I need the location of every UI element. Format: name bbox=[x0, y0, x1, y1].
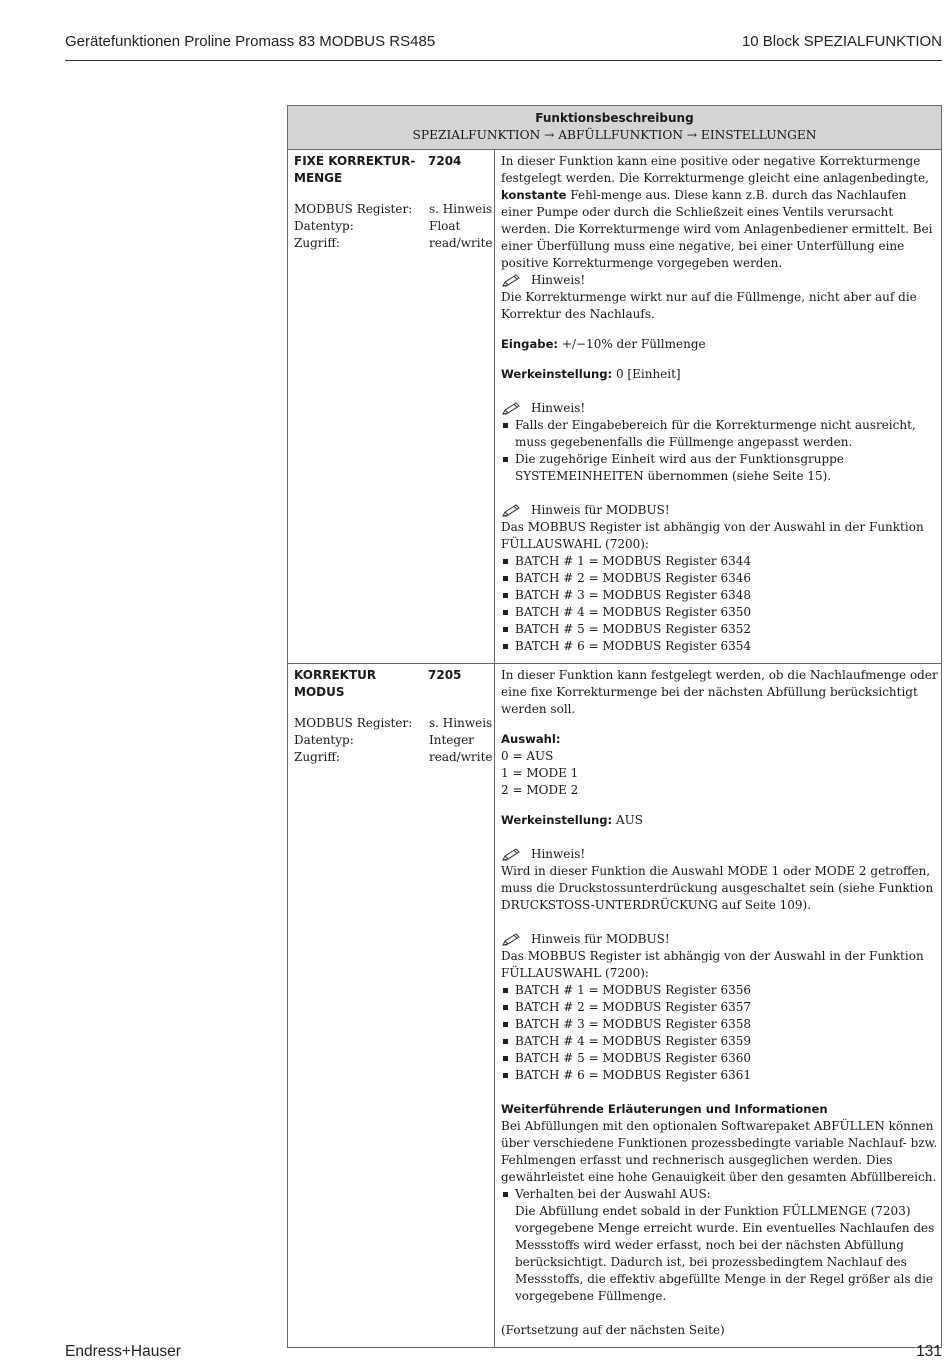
list-item: BATCH # 4 = MODBUS Register 6350 bbox=[501, 604, 939, 621]
function-meta-7205 bbox=[288, 664, 494, 1347]
running-header-title: Gerätefunktionen Proline Promass 83 MODBUS RS485 bbox=[65, 33, 436, 50]
access-label: Zugriff: bbox=[294, 750, 340, 764]
table-path: SPEZIALFUNKTION → ABFÜLLFUNKTION → EINSTELLUNGEN bbox=[412, 128, 817, 142]
note-label: Hinweis! bbox=[531, 847, 586, 861]
modbus-register-list bbox=[501, 982, 939, 1084]
note-text: Die Korrekturmenge wirkt nur auf die Füllmenge, nicht aber auf die Korrektur des Nachlaufs. bbox=[501, 290, 917, 321]
list-item: BATCH # 3 = MODBUS Register 6348 bbox=[501, 587, 939, 604]
page-number: 131 bbox=[916, 1343, 942, 1360]
note-heading bbox=[501, 846, 939, 863]
list-item-title: Verhalten bei der Auswahl AUS: bbox=[515, 1187, 711, 1201]
header-rule bbox=[65, 60, 942, 61]
description-text: In dieser Funktion kann eine positive oder negative Korrekturmenge festgelegt werden. Die Korrekturmenge gleicht eine anlagenbedingte, bbox=[501, 154, 929, 185]
note-heading bbox=[501, 272, 939, 289]
pencil-note-icon bbox=[501, 402, 523, 416]
list-item: Falls der Eingabebereich für die Korrekturmenge nicht ausreicht, muss gegebenenfalls die Füllmenge angepasst werden. bbox=[501, 417, 939, 451]
list-item: BATCH # 4 = MODBUS Register 6359 bbox=[501, 1033, 939, 1050]
list-item: BATCH # 2 = MODBUS Register 6346 bbox=[501, 570, 939, 587]
factory-setting-label: Werkeinstellung: bbox=[501, 813, 613, 827]
modbus-note-label: Hinweis für MODBUS! bbox=[531, 503, 670, 517]
list-item bbox=[501, 1186, 939, 1305]
list-item: BATCH # 1 = MODBUS Register 6344 bbox=[501, 553, 939, 570]
further-info-list bbox=[501, 1186, 939, 1305]
note-heading bbox=[501, 400, 939, 417]
description-paragraph: In dieser Funktion kann festgelegt werden, ob die Nachlaufmenge oder eine fixe Korrekturmenge bei der nächsten Abfüllung berücksichtigt werden soll. bbox=[501, 668, 938, 716]
list-item: BATCH # 5 = MODBUS Register 6352 bbox=[501, 621, 939, 638]
option-item: 1 = MODE 1 bbox=[501, 766, 579, 780]
pencil-note-icon bbox=[501, 504, 523, 518]
modbus-register-label: MODBUS Register: bbox=[294, 202, 413, 216]
table-title: Funktionsbeschreibung bbox=[535, 111, 694, 125]
list-item: BATCH # 3 = MODBUS Register 6358 bbox=[501, 1016, 939, 1033]
continuation-note: (Fortsetzung auf der nächsten Seite) bbox=[501, 1323, 725, 1337]
modbus-note-heading bbox=[501, 931, 939, 948]
modbus-register-list bbox=[501, 553, 939, 655]
access-value: read/write bbox=[429, 236, 493, 250]
list-item: BATCH # 1 = MODBUS Register 6356 bbox=[501, 982, 939, 999]
function-description-7205 bbox=[494, 664, 941, 1347]
modbus-note-text: Das MOBBUS Register ist abhängig von der Auswahl in der Funktion FÜLLAUSWAHL (7200): bbox=[501, 520, 924, 551]
pencil-note-icon bbox=[501, 274, 523, 288]
datatype-label: Datentyp: bbox=[294, 733, 354, 747]
description-text-cont: Fehl-menge aus. Diese kann z.B. durch das Nachlaufen einer Pumpe oder durch die Schließzeit eines Ventils verursacht werden. Die Korrekturmenge wird vom Anlagenbediener ermittelt. Bei einer Überfüllung muss eine negative, bei einer Unterfüllung eine positive Korrekturmenge vorgegeben werden. bbox=[501, 188, 933, 270]
function-description-7204 bbox=[494, 150, 941, 663]
modbus-note-label: Hinweis für MODBUS! bbox=[531, 932, 670, 946]
function-table bbox=[287, 105, 942, 1348]
option-item: 2 = MODE 2 bbox=[501, 783, 579, 797]
datatype-label: Datentyp: bbox=[294, 219, 354, 233]
factory-setting bbox=[501, 812, 939, 829]
note-text: Wird in dieser Funktion die Auswahl MODE 1 oder MODE 2 getroffen, muss die Druckstossunterdrückung ausgeschaltet sein (siehe Funktion DRUCKSTOSS-UNTERDRÜCKUNG auf Seite 109). bbox=[501, 864, 934, 912]
function-number: 7204 bbox=[428, 154, 462, 168]
modbus-note-text: Das MOBBUS Register ist abhängig von der Auswahl in der Funktion FÜLLAUSWAHL (7200): bbox=[501, 949, 924, 980]
access-label: Zugriff: bbox=[294, 236, 340, 250]
factory-setting-value: AUS bbox=[615, 813, 643, 827]
pencil-note-icon bbox=[501, 848, 523, 862]
function-meta-7204 bbox=[288, 150, 494, 663]
access-value: read/write bbox=[429, 750, 493, 764]
note-label: Hinweis! bbox=[531, 273, 586, 287]
modbus-register-value: s. Hinweis bbox=[429, 716, 493, 730]
list-item-text: Die Abfüllung endet sobald in der Funktion FÜLLMENGE (7203) vorgegebene Menge erreicht wurde. Ein eventuelles Nachlaufen des Messstoffs wird weder erfasst, noch bei der nächsten Abfüllung berücksichtigt. Dadurch ist, bei prozessbedingtem Nachlauf des Messstoffs, die effektiv abgefüllte Menge in der Regel größer als die vorgegebene Füllmenge. bbox=[515, 1204, 935, 1303]
input-range bbox=[501, 336, 939, 353]
selection-label: Auswahl: bbox=[501, 732, 561, 746]
list-item: BATCH # 2 = MODBUS Register 6357 bbox=[501, 999, 939, 1016]
table-row-7204 bbox=[288, 150, 941, 664]
modbus-note-heading bbox=[501, 502, 939, 519]
table-row-7205 bbox=[288, 664, 941, 1347]
function-properties bbox=[294, 715, 494, 766]
pencil-note-icon bbox=[501, 933, 523, 947]
running-header-section: 10 Block SPEZIALFUNKTION bbox=[741, 33, 942, 50]
option-item: 0 = AUS bbox=[501, 749, 554, 763]
description-paragraph bbox=[501, 153, 939, 272]
function-name: KORREKTUR MODUS bbox=[294, 668, 377, 699]
factory-setting bbox=[501, 366, 939, 383]
function-properties bbox=[294, 201, 494, 252]
datatype-value: Float bbox=[429, 219, 461, 233]
list-item: BATCH # 6 = MODBUS Register 6361 bbox=[501, 1067, 939, 1084]
function-number: 7205 bbox=[428, 668, 462, 682]
list-item: BATCH # 6 = MODBUS Register 6354 bbox=[501, 638, 939, 655]
footer-brand: Endress+Hauser bbox=[65, 1343, 181, 1360]
function-name: FIXE KORREKTUR-MENGE bbox=[294, 154, 416, 185]
factory-setting-value: 0 [Einheit] bbox=[615, 367, 681, 381]
note-label: Hinweis! bbox=[531, 401, 586, 415]
input-label: Eingabe: bbox=[501, 337, 559, 351]
description-emphasis: konstante bbox=[501, 188, 567, 202]
factory-setting-label: Werkeinstellung: bbox=[501, 367, 613, 381]
list-item: BATCH # 5 = MODBUS Register 6360 bbox=[501, 1050, 939, 1067]
modbus-register-label: MODBUS Register: bbox=[294, 716, 413, 730]
further-info-text: Bei Abfüllungen mit den optionalen Softwarepaket ABFÜLLEN können über verschiedene Funktionen prozessbedingte variable Nachlauf- bzw. Fehlmengen erfasst und rechnerisch ausgeglichen werden. Dies gewährleistet eine hohe Genauigkeit über den gesamten Abfüllbereich. bbox=[501, 1119, 938, 1184]
list-item: Die zugehörige Einheit wird aus der Funktionsgruppe SYSTEMEINHEITEN übernommen (siehe Seite 15). bbox=[501, 451, 939, 485]
note-list bbox=[501, 417, 939, 485]
further-info-heading: Weiterführende Erläuterungen und Informationen bbox=[501, 1102, 828, 1116]
modbus-register-value: s. Hinweis bbox=[429, 202, 493, 216]
input-value: +/−10% der Füllmenge bbox=[561, 337, 706, 351]
table-header bbox=[288, 106, 941, 150]
datatype-value: Integer bbox=[429, 733, 474, 747]
